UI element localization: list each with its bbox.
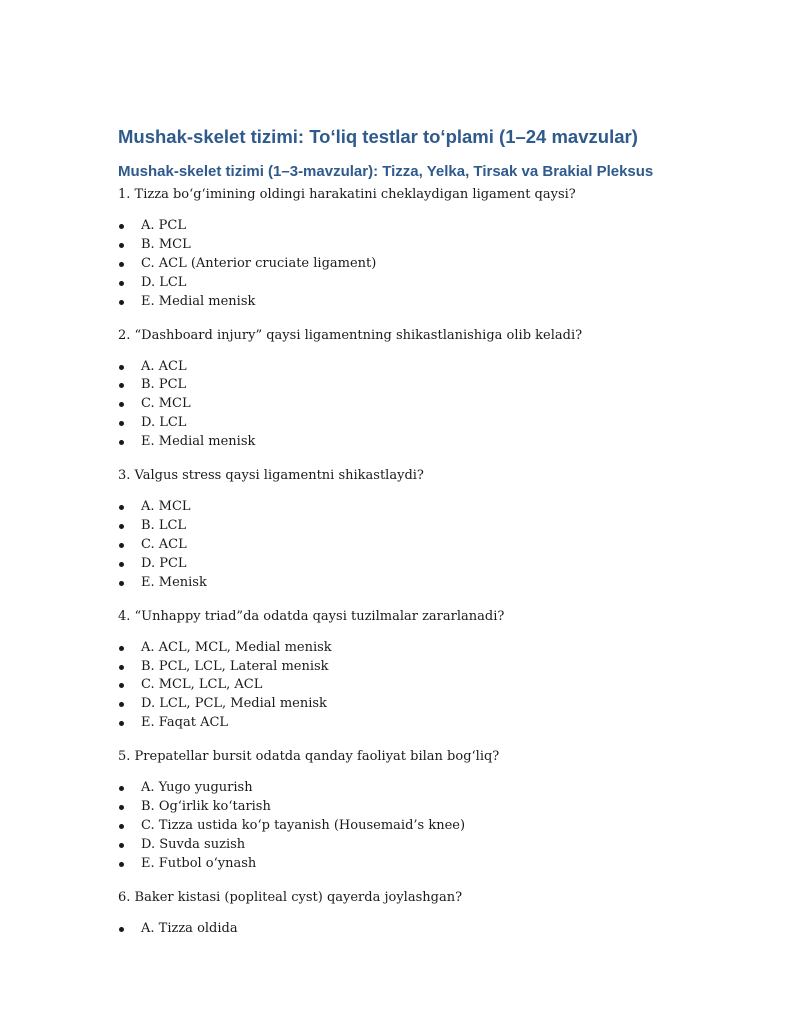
question-5 — [118, 748, 800, 874]
question-3 — [118, 467, 800, 593]
question-text: 2. “Dashboard injury” qaysi ligamentning shikastlanishiga olib keladi? — [118, 327, 583, 343]
option-item: E. Faqat ACL — [118, 714, 800, 733]
question-4 — [118, 608, 800, 734]
question-2 — [118, 327, 800, 453]
option-item: E. Menisk — [118, 574, 800, 593]
options-list — [118, 498, 800, 593]
option-item: B. LCL — [118, 517, 800, 536]
option-item: E. Medial menisk — [118, 293, 800, 312]
section-title: Mushak-skelet tizimi (1–3-mavzular): Tizza, Yelka, Tirsak va Brakial Pleksus — [118, 163, 654, 180]
option-item: D. LCL, PCL, Medial menisk — [118, 695, 800, 714]
options-list — [118, 217, 800, 312]
document-title: Mushak-skelet tizimi: To‘liq testlar to‘plami (1–24 mavzular) — [118, 126, 638, 147]
question-text: 6. Baker kistasi (popliteal cyst) qayerda joylashgan? — [118, 889, 463, 905]
option-item: B. PCL, LCL, Lateral menisk — [118, 658, 800, 677]
option-item: E. Medial menisk — [118, 433, 800, 452]
options-list — [118, 358, 800, 453]
option-item: A. MCL — [118, 498, 800, 517]
options-list — [118, 779, 800, 874]
option-item: C. ACL (Anterior cruciate ligament) — [118, 255, 800, 274]
option-item: E. Futbol o‘ynash — [118, 855, 800, 874]
option-item: C. ACL — [118, 536, 800, 555]
question-text: 1. Tizza bo‘g‘imining oldingi harakatini cheklaydigan ligament qaysi? — [118, 187, 576, 202]
option-item: D. LCL — [118, 274, 800, 293]
question-text: 5. Prepatellar bursit odatda qanday faoliyat bilan bog‘liq? — [118, 749, 500, 765]
option-item: C. MCL, LCL, ACL — [118, 676, 800, 695]
question-6 — [118, 889, 800, 939]
option-item: A. Yugo yugurish — [118, 779, 800, 798]
option-item: D. Suvda suzish — [118, 836, 800, 855]
option-item: B. Og‘irlik ko‘tarish — [118, 798, 800, 817]
option-item: B. MCL — [118, 236, 800, 255]
option-item: D. PCL — [118, 555, 800, 574]
question-1 — [118, 186, 800, 312]
options-list — [118, 639, 800, 734]
option-item: A. Tizza oldida — [118, 920, 800, 939]
option-item: C. MCL — [118, 395, 800, 414]
question-text: 4. “Unhappy triad”da odatda qaysi tuzilmalar zararlanadi? — [118, 608, 505, 624]
options-list — [118, 920, 800, 939]
option-item: D. LCL — [118, 414, 800, 433]
option-item: A. ACL — [118, 358, 800, 377]
question-text: 3. Valgus stress qaysi ligamentni shikastlaydi? — [118, 468, 424, 484]
option-item: A. ACL, MCL, Medial menisk — [118, 639, 800, 658]
option-item: A. PCL — [118, 217, 800, 236]
option-item: C. Tizza ustida ko‘p tayanish (Housemaid’s knee) — [118, 817, 800, 836]
option-item: B. PCL — [118, 376, 800, 395]
